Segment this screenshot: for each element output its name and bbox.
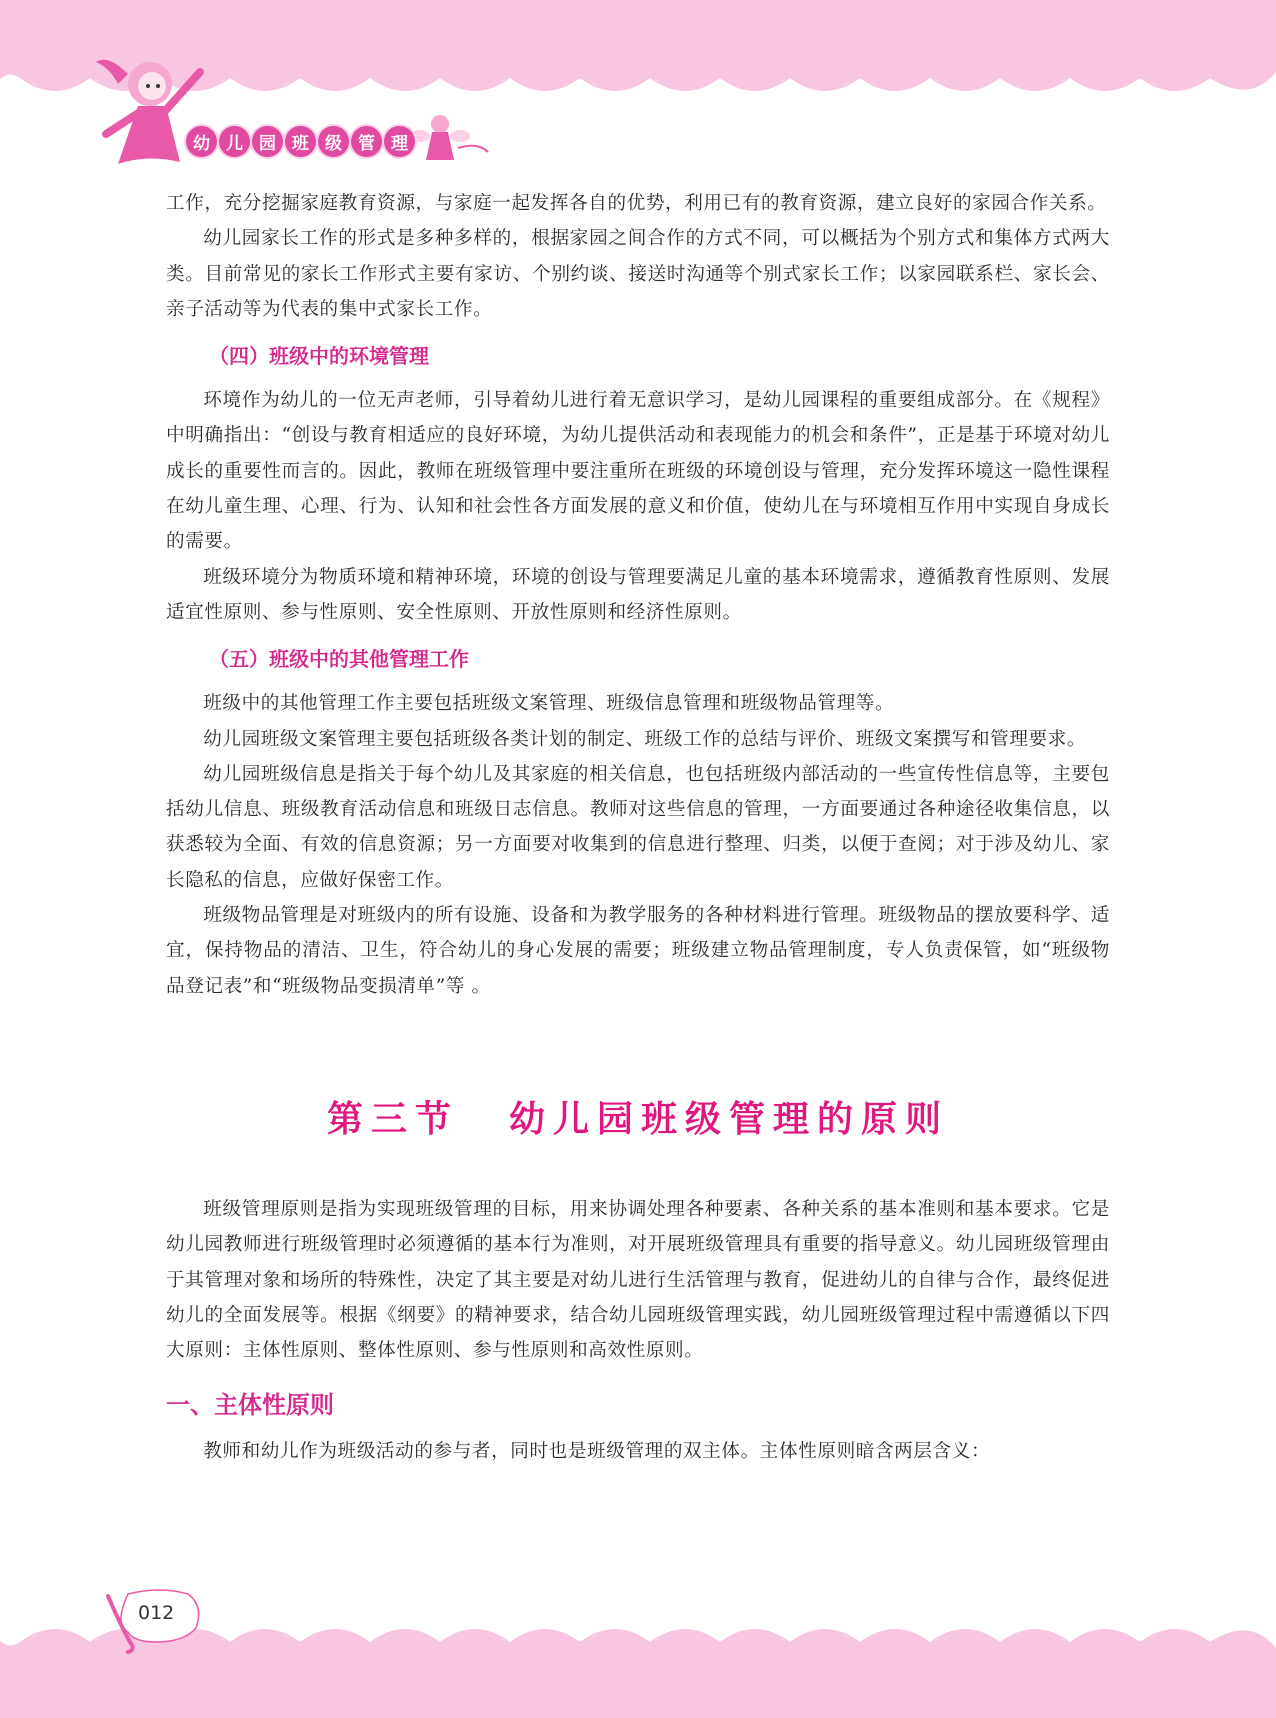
paragraph: 幼儿园班级信息是指关于每个幼儿及其家庭的相关信息，也包括班级内部活动的一些宣传性信息等，主要包括幼儿信息、班级教育活动信息和班级日志信息。教师对这些信息的管理，一方面要通过各种途径收集信息，以获悉较为全面、有效的信息资源；另一方面要对收集到的信息进行整理、归类，以便于查阅；对于涉及幼儿、家长隐私的信息，应做好保密工作。 [166, 763, 1110, 891]
section-number: 第三节 [326, 1097, 459, 1140]
paragraph: 班级中的其他管理工作主要包括班级文案管理、班级信息管理和班级物品管理等。 [203, 693, 895, 715]
book-title-char: 管 [351, 126, 382, 157]
girl-illustration-icon [96, 60, 200, 164]
section-title [166, 1096, 1110, 1142]
book-title-char: 级 [318, 126, 349, 157]
book-title [186, 124, 415, 158]
subsection-heading: （五）班级中的其他管理工作 [209, 647, 469, 672]
book-title-char: 班 [285, 126, 316, 157]
paragraph: 班级物品管理是对班级内的所有设施、设备和为教学服务的各种材料进行管理。班级物品的摆放要科学、适宜，保持物品的清洁、卫生，符合幼儿的身心发展的需要；班级建立物品管理制度，专人负责保管，如“班级物品登记表”和“班级物品变损清单”等 。 [166, 905, 1110, 997]
paragraph: 班级管理原则是指为实现班级管理的目标，用来协调处理各种要素、各种关系的基本准则和基本要求。它是幼儿园教师进行班级管理时必须遵循的基本行为准则，对开展班级管理具有重要的指导意义。幼儿园班级管理由于其管理对象和场所的特殊性，决定了其主要是对幼儿进行生活管理与教育，促进幼儿的自律与合作，最终促进幼儿的全面发展等。根据《纲要》的精神要求，结合幼儿园班级管理实践，幼儿园班级管理过程中需遵循以下四大原则：主体性原则、整体性原则、参与性原则和高效性原则。 [166, 1198, 1110, 1362]
paragraph: 幼儿园班级文案管理主要包括班级各类计划的制定、班级工作的总结与评价、班级文案撰写和管理要求。 [203, 728, 1087, 750]
section-name: 幼儿园班级管理的原则 [509, 1097, 950, 1140]
paragraph: 环境作为幼儿的一位无声老师，引导着幼儿进行着无意识学习，是幼儿园课程的重要组成部分。在《规程》中明确指出：“创设与教育相适应的良好环境，为幼儿提供活动和表现能力的机会和条件”，正是基于环境对幼儿成长的重要性而言的。因此，教师在班级管理中要注重所在班级的环境创设与管理，充分发挥环境这一隐性课程在幼儿童生理、心理、行为、认知和社会性各方面发展的意义和价值，使幼儿在与环境相互作用中实现自身成长的需要。 [166, 390, 1110, 553]
book-title-char: 理 [384, 126, 415, 157]
page-number: 012 [138, 1602, 175, 1624]
book-title-char: 儿 [219, 126, 250, 157]
principle-heading: 一、主体性原则 [166, 1391, 334, 1420]
subsection-heading: （四）班级中的环境管理 [209, 344, 429, 369]
book-title-char: 幼 [186, 126, 217, 157]
page-content [166, 186, 1110, 1470]
page-number-badge [100, 1584, 210, 1654]
paragraph: 教师和幼儿作为班级活动的参与者，同时也是班级管理的双主体。主体性原则暗含两层含义： [203, 1441, 991, 1463]
paragraph: 幼儿园家长工作的形式是多种多样的，根据家园之间合作的方式不同，可以概括为个别方式和集体方式两大类。目前常见的家长工作形式主要有家访、个别约谈、接送时沟通等个别式家长工作；以家园联系栏、家长会、亲子活动等为代表的集中式家长工作。 [166, 228, 1110, 320]
book-title-char: 园 [252, 126, 283, 157]
paragraph: 班级环境分为物质环境和精神环境，环境的创设与管理要满足儿童的基本环境需求，遵循教育性原则、发展适宜性原则、参与性原则、安全性原则、开放性原则和经济性原则。 [166, 566, 1110, 623]
fairy-illustration-icon [410, 115, 488, 160]
paragraph: 工作，充分挖掘家庭教育资源，与家庭一起发挥各自的优势，利用已有的教育资源，建立良好的家园合作关系。 [166, 193, 1107, 214]
header-illustration [88, 44, 548, 184]
